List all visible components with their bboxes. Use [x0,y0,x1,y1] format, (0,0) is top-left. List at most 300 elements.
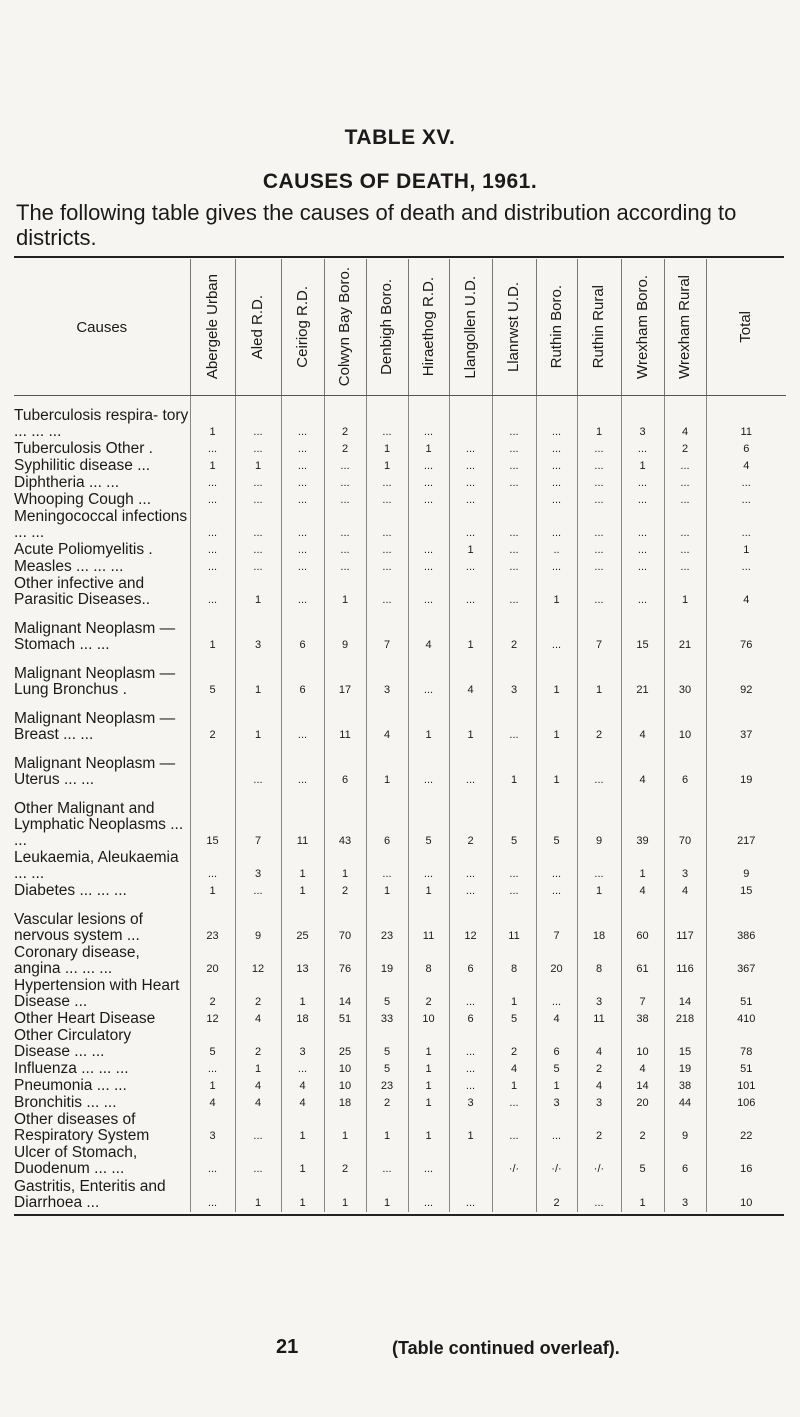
value-cell: 3 [449,1095,492,1112]
district-header-label: Wrexham Rural [676,275,693,379]
district-header-label: Aled R.D. [249,294,266,360]
cause-cell: Influenza ... ... ... [14,1059,129,1077]
value-cell: ... [190,441,235,458]
value-cell: ... [577,542,621,559]
value-cell: 20 [536,945,577,978]
value-cell: 1 [190,883,235,900]
value-cell: ... [492,441,536,458]
value-cell: 1 [366,1178,408,1212]
district-header-label: Colwyn Bay Boro. [336,267,353,387]
district-header [324,259,366,396]
value-cell: 39 [621,789,664,850]
value-cell: 11 [492,900,536,945]
value-cell: 3 [577,978,621,1011]
table-row [14,475,786,492]
continued-note: (Table continued overleaf). [392,1338,620,1358]
value-cell: 11 [324,699,366,744]
value-cell: 6 [449,945,492,978]
value-cell: ... [366,850,408,883]
value-cell: 11 [408,900,449,945]
value-cell: 3 [235,850,281,883]
value-cell: ... [408,542,449,559]
value-cell: ... [492,1095,536,1112]
value-cell: 5 [621,1145,664,1178]
value-cell: ... [621,576,664,609]
value-cell: 1 [281,850,324,883]
value-cell: ... [536,458,577,475]
value-cell: ... [621,559,664,576]
table-subtitle: CAUSES OF DEATH, 1961. [262,170,538,193]
value-cell: ... [536,492,577,509]
value-cell: 6 [324,744,366,789]
value-cell: ... [492,396,536,441]
district-header-label: Wrexham Boro. [633,275,651,379]
value-cell: 1 [408,441,449,458]
value-cell: 1 [664,576,706,609]
value-cell: 1 [366,883,408,900]
intro-text: The following table gives the causes of death and distribution according to districts. [16,200,737,250]
value-cell: ... [577,850,621,883]
value-cell: ... [235,441,281,458]
table-row [14,1145,786,1178]
value-cell: 3 [664,850,706,883]
value-cell: ... [190,509,235,542]
value-cell: 12 [449,900,492,945]
value-cell: ... [281,559,324,576]
value-cell: 2 [190,978,235,1011]
value-cell: ... [449,883,492,900]
district-header [664,259,706,396]
value-cell: 44 [664,1095,706,1112]
value-cell: ... [449,978,492,1011]
value-cell: 9 [577,789,621,850]
value-cell [190,744,235,789]
table-row [14,559,786,576]
table-row [14,542,786,559]
value-cell: 2 [664,441,706,458]
value-cell: ... [449,1028,492,1061]
bottom-rule [14,1214,784,1216]
value-cell: ... [577,744,621,789]
value-cell: 1 [492,1078,536,1095]
value-cell: 33 [366,1011,408,1028]
value-cell: 14 [324,978,366,1011]
district-header [706,259,786,396]
value-cell: 6 [281,654,324,699]
value-cell: 15 [190,789,235,850]
value-cell: ... [577,576,621,609]
table-row [14,883,786,900]
table-row [14,1178,786,1212]
value-cell: ... [449,576,492,609]
value-cell: 4 [281,1095,324,1112]
value-cell: 1 [190,458,235,475]
value-cell: 367 [706,945,786,978]
value-cell: ... [366,475,408,492]
value-cell: 4 [706,576,786,609]
cause-cell: Hypertension with Heart Disease ... [14,976,180,1010]
value-cell: 15 [664,1028,706,1061]
value-cell: 4 [190,1095,235,1112]
value-cell: 3 [621,396,664,441]
district-header-label: Llanrwst U.D. [505,281,522,373]
cause-cell: Diphtheria ... ... [14,473,120,491]
value-cell: ... [324,458,366,475]
causes-header: Causes [14,259,190,396]
value-cell: 7 [235,789,281,850]
value-cell: ... [281,492,324,509]
value-cell: ... [366,576,408,609]
value-cell: ... [190,492,235,509]
value-cell: 18 [577,900,621,945]
value-cell: ... [190,1145,235,1178]
value-cell: 2 [621,1112,664,1145]
value-cell: 16 [706,1145,786,1178]
value-cell: 21 [664,609,706,654]
value-cell: 5 [536,789,577,850]
value-cell: ... [577,1178,621,1212]
table-row [14,509,786,542]
value-cell [492,1178,536,1212]
value-cell: 4 [577,1078,621,1095]
value-cell: 5 [366,978,408,1011]
value-cell: 4 [281,1078,324,1095]
cause-cell: Tuberculosis respira- tory ... ... ... [14,406,189,440]
value-cell: ·/· [577,1145,621,1178]
value-cell: ... [577,559,621,576]
value-cell: 1 [536,654,577,699]
value-cell: 1 [366,441,408,458]
value-cell: ... [408,492,449,509]
value-cell: 15 [706,883,786,900]
value-cell: 70 [664,789,706,850]
cause-cell: Malignant Neoplasm —Uterus ... ... [14,754,176,788]
value-cell: 23 [366,900,408,945]
value-cell: 3 [536,1095,577,1112]
district-header-label: Total [737,311,755,343]
value-cell: ... [706,492,786,509]
value-cell: ... [281,576,324,609]
value-cell: 1 [577,883,621,900]
value-cell: 9 [324,609,366,654]
value-cell: 14 [621,1078,664,1095]
value-cell: 6 [706,441,786,458]
table-row [14,978,786,1011]
value-cell: 23 [190,900,235,945]
table-row [14,654,786,699]
value-cell: 1 [706,542,786,559]
cause-cell: Other infective and Parasitic Diseases.. [14,574,151,608]
value-cell: ... [664,509,706,542]
value-cell: .. [536,542,577,559]
value-cell: 43 [324,789,366,850]
value-cell: ... [366,509,408,542]
table-row [14,492,786,509]
value-cell: ... [235,883,281,900]
value-cell: 2 [324,396,366,441]
value-cell: 51 [324,1011,366,1028]
district-header [449,259,492,396]
value-cell: 14 [664,978,706,1011]
value-cell: 1 [281,1145,324,1178]
value-cell: ·/· [536,1145,577,1178]
value-cell: 25 [281,900,324,945]
value-cell: 7 [621,978,664,1011]
value-cell: 117 [664,900,706,945]
value-cell: ... [324,509,366,542]
value-cell: ... [449,1061,492,1078]
value-cell: 1 [408,1061,449,1078]
value-cell: ... [366,492,408,509]
value-cell: ... [492,458,536,475]
value-cell: 4 [235,1095,281,1112]
value-cell: ... [706,475,786,492]
value-cell: 2 [449,789,492,850]
value-cell: ... [324,542,366,559]
value-cell: ... [190,475,235,492]
value-cell: 19 [706,744,786,789]
value-cell: 5 [366,1028,408,1061]
value-cell: 4 [621,1061,664,1078]
table-title: TABLE XV. [344,126,456,149]
value-cell: 1 [366,744,408,789]
value-cell: ... [621,475,664,492]
value-cell: 2 [577,1112,621,1145]
value-cell: 2 [492,1028,536,1061]
value-cell: 1 [235,576,281,609]
value-cell: 1 [621,458,664,475]
district-header [190,259,235,396]
value-cell: ... [492,850,536,883]
value-cell: 11 [577,1011,621,1028]
value-cell: 1 [621,850,664,883]
value-cell [449,1145,492,1178]
cause-cell: Measles ... ... ... [14,557,124,575]
table-row [14,1011,786,1028]
cause-cell: Malignant Neoplasm —Breast ... ... [14,709,176,743]
value-cell: 10 [664,699,706,744]
value-cell: 6 [281,609,324,654]
value-cell: ... [235,492,281,509]
value-cell: ... [449,559,492,576]
cause-cell: Diabetes ... ... ... [14,881,127,899]
cause-cell: Leukaemia, Aleukaemia ... ... [14,848,179,882]
value-cell: 217 [706,789,786,850]
cause-cell: Whooping Cough ... [14,490,152,508]
district-header [492,259,536,396]
value-cell: ... [281,744,324,789]
value-cell: 1 [235,1178,281,1212]
district-header-label: Ruthin Rural [590,285,607,369]
value-cell: 19 [366,945,408,978]
value-cell: 386 [706,900,786,945]
causes-of-death-table [14,259,786,1212]
table-row [14,850,786,883]
cause-cell: Bronchitis ... ... [14,1093,117,1111]
value-cell: ·/· [492,1145,536,1178]
value-cell: 30 [664,654,706,699]
value-cell: 1 [281,1112,324,1145]
cause-cell: Malignant Neoplasm —Lung Bronchus . [14,664,176,698]
value-cell: 37 [706,699,786,744]
value-cell: ... [235,475,281,492]
value-cell: ... [449,850,492,883]
value-cell: ... [577,509,621,542]
value-cell: ... [492,576,536,609]
value-cell: 3 [235,609,281,654]
table-body [14,396,786,1212]
cause-cell: Pneumonia ... ... [14,1076,127,1094]
value-cell: 1 [408,883,449,900]
value-cell: 1 [536,744,577,789]
value-cell: 1 [536,576,577,609]
value-cell: 3 [577,1095,621,1112]
value-cell: 17 [324,654,366,699]
value-cell: 51 [706,978,786,1011]
value-cell: 10 [706,1178,786,1212]
district-header [235,259,281,396]
value-cell: 1 [449,699,492,744]
value-cell: ... [235,509,281,542]
value-cell: ... [235,559,281,576]
value-cell: 3 [190,1112,235,1145]
value-cell: ... [190,576,235,609]
value-cell: 1 [190,1078,235,1095]
value-cell: 4 [235,1011,281,1028]
value-cell: ... [281,396,324,441]
value-cell: 2 [492,609,536,654]
district-header-label: Denbigh Boro. [378,279,395,375]
value-cell: 1 [324,576,366,609]
value-cell: 11 [281,789,324,850]
district-header-label: Llangollen U.D. [461,275,479,379]
value-cell: ... [408,475,449,492]
table-row [14,744,786,789]
value-cell: 1 [190,396,235,441]
value-cell: ... [536,850,577,883]
cause-cell: Other Malignant and Lymphatic Neoplasms ... ... [14,799,184,849]
value-cell: 8 [577,945,621,978]
value-cell: ... [366,396,408,441]
value-cell: 10 [324,1061,366,1078]
value-cell [408,509,449,542]
value-cell: ... [492,475,536,492]
value-cell: ... [577,458,621,475]
value-cell: 2 [366,1095,408,1112]
value-cell: 1 [324,850,366,883]
value-cell: 9 [235,900,281,945]
value-cell: ... [706,509,786,542]
value-cell: 1 [235,699,281,744]
value-cell: 1 [536,699,577,744]
value-cell: 1 [449,1112,492,1145]
value-cell: 1 [281,883,324,900]
value-cell: 4 [621,699,664,744]
table-row [14,945,786,978]
district-header [366,259,408,396]
value-cell: ... [536,559,577,576]
value-cell: 20 [621,1095,664,1112]
value-cell: 2 [536,1178,577,1212]
value-cell: 60 [621,900,664,945]
value-cell: 4 [449,654,492,699]
value-cell: 5 [190,654,235,699]
value-cell: 10 [324,1078,366,1095]
value-cell: 4 [621,744,664,789]
table-row [14,458,786,475]
value-cell: 1 [621,1178,664,1212]
value-cell: ... [281,1061,324,1078]
value-cell: ... [449,1078,492,1095]
value-cell: ... [449,475,492,492]
value-cell: 23 [366,1078,408,1095]
value-cell: 1 [449,609,492,654]
value-cell: 1 [408,1028,449,1061]
value-cell: 4 [492,1061,536,1078]
value-cell: 1 [536,1078,577,1095]
value-cell: 101 [706,1078,786,1095]
table-row [14,441,786,458]
value-cell: 15 [621,609,664,654]
value-cell: ... [449,492,492,509]
cause-cell: Syphilitic disease ... [14,456,151,474]
value-cell: 18 [324,1095,366,1112]
value-cell: 76 [324,945,366,978]
value-cell: 1 [324,1178,366,1212]
value-cell: ... [664,492,706,509]
table-row [14,609,786,654]
table-row [14,900,786,945]
value-cell: 70 [324,900,366,945]
top-rule [14,256,784,258]
value-cell: 38 [664,1078,706,1095]
value-cell: 3 [281,1028,324,1061]
value-cell: ... [577,492,621,509]
value-cell [492,492,536,509]
district-header [536,259,577,396]
value-cell: ... [664,542,706,559]
value-cell: 18 [281,1011,324,1028]
value-cell: 3 [366,654,408,699]
value-cell: 1 [235,1061,281,1078]
value-cell: 218 [664,1011,706,1028]
value-cell: 4 [621,883,664,900]
cause-cell: Gastritis, Enteritis and Diarrhoea ... [14,1177,166,1211]
page-number: 21 [276,1336,299,1358]
value-cell: 7 [366,609,408,654]
value-cell: 2 [235,1028,281,1061]
value-cell: 1 [235,654,281,699]
value-cell: ... [536,1112,577,1145]
value-cell: 92 [706,654,786,699]
value-cell: 5 [366,1061,408,1078]
value-cell: 7 [536,900,577,945]
value-cell: ... [536,396,577,441]
cause-cell: Coronary disease, angina ... ... ... [14,943,140,977]
value-cell: ... [621,441,664,458]
value-cell: 8 [408,945,449,978]
table-row [14,1078,786,1095]
value-cell: 2 [324,883,366,900]
value-cell: 22 [706,1112,786,1145]
value-cell: ... [492,542,536,559]
value-cell: 12 [190,1011,235,1028]
value-cell: 1 [577,396,621,441]
value-cell: ... [366,542,408,559]
value-cell: ... [621,509,664,542]
value-cell: 4 [577,1028,621,1061]
header-row [14,259,786,396]
